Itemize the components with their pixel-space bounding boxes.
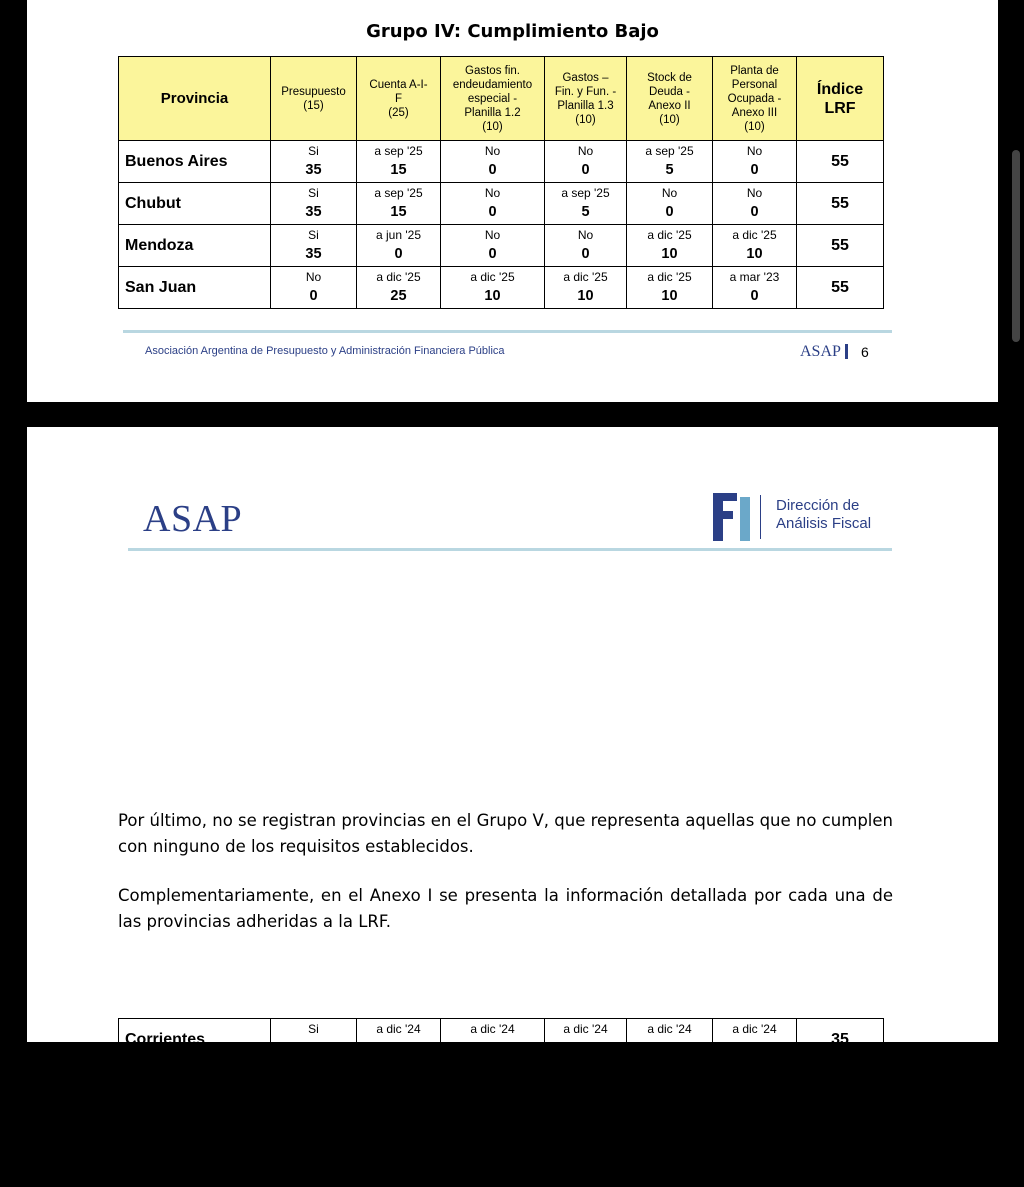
- score-cell: [357, 183, 441, 225]
- cell-points: 0: [750, 162, 759, 178]
- cell-points: 5: [581, 1082, 590, 1098]
- cell-status: a sep '25: [561, 1064, 610, 1078]
- cell-points: 0: [309, 1082, 318, 1098]
- cell-status: a sep '25: [374, 144, 423, 158]
- cell-status: No: [484, 1106, 501, 1120]
- table-title: Grupo IV: Cumplimiento Bajo: [366, 21, 659, 42]
- header-provincia: Provincia: [119, 57, 271, 141]
- cell-status: No: [661, 186, 678, 200]
- cell-points: 0: [665, 1124, 674, 1140]
- cell-points: 0: [665, 1040, 674, 1056]
- cell-points: 10: [661, 246, 678, 262]
- cell-status: Si: [308, 228, 319, 242]
- cell-status: a sep '25: [468, 1148, 517, 1162]
- cell-points: 0: [581, 246, 590, 262]
- header-presupuesto: Presupuesto (15): [271, 57, 357, 141]
- score-cell: [627, 1103, 713, 1145]
- province-name: San Juan: [119, 267, 271, 309]
- score-cell: [357, 141, 441, 183]
- score-cell: [441, 141, 545, 183]
- indice-lrf-value: 35: [797, 1019, 884, 1061]
- cell-points: 25: [390, 288, 407, 304]
- score-cell: [271, 225, 357, 267]
- cell-status: a dic '24: [647, 1022, 692, 1036]
- cell-points: 10: [577, 288, 594, 304]
- cell-status: a jun '25: [376, 228, 421, 242]
- score-cell: [357, 1019, 441, 1061]
- cell-points: 0: [488, 162, 497, 178]
- score-cell: [271, 183, 357, 225]
- cell-points: 35: [305, 1040, 322, 1056]
- cell-points: 5: [665, 1166, 674, 1182]
- cell-points: 15: [390, 162, 407, 178]
- compliance-table-group-iv: [118, 56, 884, 309]
- cell-status: No: [577, 228, 594, 242]
- table-header-row: [119, 57, 884, 141]
- header-stock-deuda: Stock de Deuda - Anexo II (10): [627, 57, 713, 141]
- table-row: [119, 1019, 884, 1061]
- score-cell: [441, 1019, 545, 1061]
- paragraph-grupo-v: Por último, no se registran provincias en el Grupo V, que representa aquellas que no cumplen con ninguno de los requisitos establecidos.: [118, 811, 893, 856]
- direction-line-2: Análisis Fiscal: [776, 515, 872, 532]
- score-cell: [441, 225, 545, 267]
- fi-logo-icon: [713, 493, 753, 541]
- cell-status: a dic '25: [563, 270, 608, 284]
- header-rule: [128, 548, 892, 551]
- direction-title: [776, 497, 871, 533]
- cell-points: 0: [488, 1124, 497, 1140]
- scrollbar[interactable]: [1012, 150, 1020, 342]
- cell-points: 15: [390, 204, 407, 220]
- cell-points: 5: [581, 204, 590, 220]
- cell-status: a dic '24: [563, 1022, 608, 1036]
- cell-status: a sep '25: [561, 186, 610, 200]
- cell-points: 5: [750, 1082, 759, 1098]
- score-cell: [271, 1019, 357, 1061]
- footer-rule: [123, 330, 892, 333]
- cell-status: a dic '23: [732, 1148, 777, 1162]
- score-cell: [627, 225, 713, 267]
- indice-lrf-value: 30: [797, 1145, 884, 1187]
- cell-status: No: [577, 144, 594, 158]
- score-cell: [271, 1103, 357, 1145]
- score-cell: [271, 1145, 357, 1187]
- header-indice-lrf: Índice LRF: [797, 57, 884, 141]
- cell-status: a sep '25: [468, 1064, 517, 1078]
- cell-status: Si: [308, 144, 319, 158]
- cell-status: a sep '25: [730, 1064, 779, 1078]
- score-cell: [357, 1103, 441, 1145]
- asap-logo: ASAP: [143, 498, 243, 540]
- score-cell: [357, 1061, 441, 1103]
- indice-lrf-value: 55: [797, 225, 884, 267]
- cell-status: a dic '25: [647, 270, 692, 284]
- cell-points: 15: [390, 1166, 407, 1182]
- cell-status: a sep '25: [374, 1148, 423, 1162]
- cell-points: 0: [581, 1040, 590, 1056]
- province-name: Buenos Aires: [119, 141, 271, 183]
- cell-status: a dic '25: [732, 228, 777, 242]
- score-cell: [271, 267, 357, 309]
- table-row: [119, 183, 884, 225]
- table-row: [119, 1145, 884, 1187]
- cell-points: 15: [390, 1082, 407, 1098]
- cell-points: 35: [305, 162, 322, 178]
- indice-lrf-value: 35: [797, 1061, 884, 1103]
- province-name: Jujuy: [119, 1061, 271, 1103]
- cell-points: 0: [488, 246, 497, 262]
- cell-points: 0: [581, 162, 590, 178]
- cell-status: Si: [308, 186, 319, 200]
- province-name: Corrientes: [119, 1019, 271, 1061]
- cell-status: No: [305, 1064, 322, 1078]
- cell-points: 0: [750, 1124, 759, 1140]
- cell-status: a sep '25: [645, 1064, 694, 1078]
- cell-points: 35: [305, 1124, 322, 1140]
- cell-status: No: [746, 144, 763, 158]
- cell-status: a dic '25: [647, 228, 692, 242]
- table-row: [119, 225, 884, 267]
- cell-points: 0: [488, 204, 497, 220]
- cell-status: No: [577, 1106, 594, 1120]
- cell-points: 0: [750, 1166, 759, 1182]
- cell-status: No: [746, 1106, 763, 1120]
- page-number: 6: [861, 344, 869, 360]
- score-cell: [441, 267, 545, 309]
- score-cell: [713, 1145, 797, 1187]
- cell-status: a sep '25: [561, 1148, 610, 1162]
- cell-points: 5: [665, 162, 674, 178]
- cell-status: No: [390, 1106, 407, 1120]
- score-cell: [271, 141, 357, 183]
- logo-divider: [760, 495, 761, 539]
- table-row: [119, 1103, 884, 1145]
- cell-points: 0: [394, 246, 403, 262]
- cell-points: 0: [488, 1040, 497, 1056]
- cell-status: a dic '25: [376, 270, 421, 284]
- cell-status: a dic '24: [732, 1022, 777, 1036]
- table-row: [119, 141, 884, 183]
- document-page-2: [27, 427, 998, 1183]
- score-cell: [713, 183, 797, 225]
- cell-status: No: [305, 270, 322, 284]
- score-cell: [545, 267, 627, 309]
- cell-points: 5: [488, 1166, 497, 1182]
- indice-lrf-value: 55: [797, 141, 884, 183]
- footer-brand: ASAP: [800, 343, 841, 360]
- score-cell: [545, 1103, 627, 1145]
- score-cell: [271, 1061, 357, 1103]
- score-cell: [713, 141, 797, 183]
- score-cell: [627, 183, 713, 225]
- cell-status: a mar '23: [729, 270, 780, 284]
- cell-points: 5: [665, 1082, 674, 1098]
- table-row: [119, 267, 884, 309]
- cell-points: 0: [394, 1040, 403, 1056]
- table-row: [119, 1061, 884, 1103]
- score-cell: [627, 1019, 713, 1061]
- score-cell: [545, 1145, 627, 1187]
- cell-status: No: [484, 186, 501, 200]
- cell-points: 0: [309, 1166, 318, 1182]
- score-cell: [713, 1103, 797, 1145]
- cell-points: 35: [305, 204, 322, 220]
- province-name: Tierra del Fuego: [119, 1145, 271, 1187]
- score-cell: [357, 225, 441, 267]
- cell-status: Si: [308, 1022, 319, 1036]
- cell-points: 0: [581, 1124, 590, 1140]
- score-cell: [441, 1061, 545, 1103]
- cell-points: 10: [746, 246, 763, 262]
- cell-points: 0: [750, 1040, 759, 1056]
- header-planta-personal: Planta de Personal Ocupada - Anexo III (10): [713, 57, 797, 141]
- cell-status: No: [305, 1148, 322, 1162]
- cell-status: a sep '25: [374, 186, 423, 200]
- direction-line-1: Dirección de: [776, 497, 860, 514]
- indice-lrf-value: 55: [797, 267, 884, 309]
- cell-status: a sep '25: [645, 1148, 694, 1162]
- score-cell: [545, 141, 627, 183]
- header-gastos-fin-fun: Gastos – Fin. y Fun. - Planilla 1.3 (10): [545, 57, 627, 141]
- score-cell: [441, 1103, 545, 1145]
- cell-status: No: [484, 144, 501, 158]
- cell-points: 5: [581, 1166, 590, 1182]
- cell-status: a sep '25: [645, 144, 694, 158]
- score-cell: [545, 225, 627, 267]
- score-cell: [545, 1061, 627, 1103]
- header-cuenta-aif: Cuenta A-I- F (25): [357, 57, 441, 141]
- score-cell: [627, 267, 713, 309]
- score-cell: [627, 141, 713, 183]
- paragraph-anexo-i: Complementariamente, en el Anexo I se presenta la información detallada por cada una de las provincias adheridas a la LRF.: [118, 886, 893, 931]
- cell-status: No: [661, 1106, 678, 1120]
- cell-points: 0: [394, 1124, 403, 1140]
- cell-points: 0: [750, 288, 759, 304]
- indice-lrf-value: 35: [797, 1103, 884, 1145]
- cell-status: a dic '24: [470, 1022, 515, 1036]
- province-name: Río Negro: [119, 1103, 271, 1145]
- score-cell: [627, 1145, 713, 1187]
- cell-status: a sep '25: [374, 1064, 423, 1078]
- score-cell: [627, 1061, 713, 1103]
- document-page-1: [27, 0, 998, 402]
- cell-status: a dic '25: [470, 270, 515, 284]
- cell-status: No: [746, 186, 763, 200]
- score-cell: [441, 183, 545, 225]
- cell-status: a dic '24: [376, 1022, 421, 1036]
- indice-lrf-value: 55: [797, 183, 884, 225]
- score-cell: [713, 225, 797, 267]
- cell-points: 35: [305, 246, 322, 262]
- compliance-table-continued: [118, 1018, 884, 1187]
- cell-status: No: [484, 228, 501, 242]
- score-cell: [545, 1019, 627, 1061]
- score-cell: [545, 183, 627, 225]
- header-gastos-fin-endeudamiento: Gastos fin. endeudamiento especial - Planilla 1.2 (10): [441, 57, 545, 141]
- cell-points: 0: [750, 204, 759, 220]
- province-name: Chubut: [119, 183, 271, 225]
- cell-points: 10: [661, 288, 678, 304]
- cell-points: 0: [309, 288, 318, 304]
- cell-points: 5: [488, 1082, 497, 1098]
- cell-status: Si: [308, 1106, 319, 1120]
- cell-points: 10: [484, 288, 501, 304]
- score-cell: [441, 1145, 545, 1187]
- footer-organization: Asociación Argentina de Presupuesto y Administración Financiera Pública: [145, 345, 505, 357]
- score-cell: [357, 1145, 441, 1187]
- score-cell: [713, 1019, 797, 1061]
- cell-points: 0: [665, 204, 674, 220]
- score-cell: [713, 1061, 797, 1103]
- province-name: Mendoza: [119, 225, 271, 267]
- score-cell: [357, 267, 441, 309]
- score-cell: [713, 267, 797, 309]
- footer-separator: [845, 344, 848, 359]
